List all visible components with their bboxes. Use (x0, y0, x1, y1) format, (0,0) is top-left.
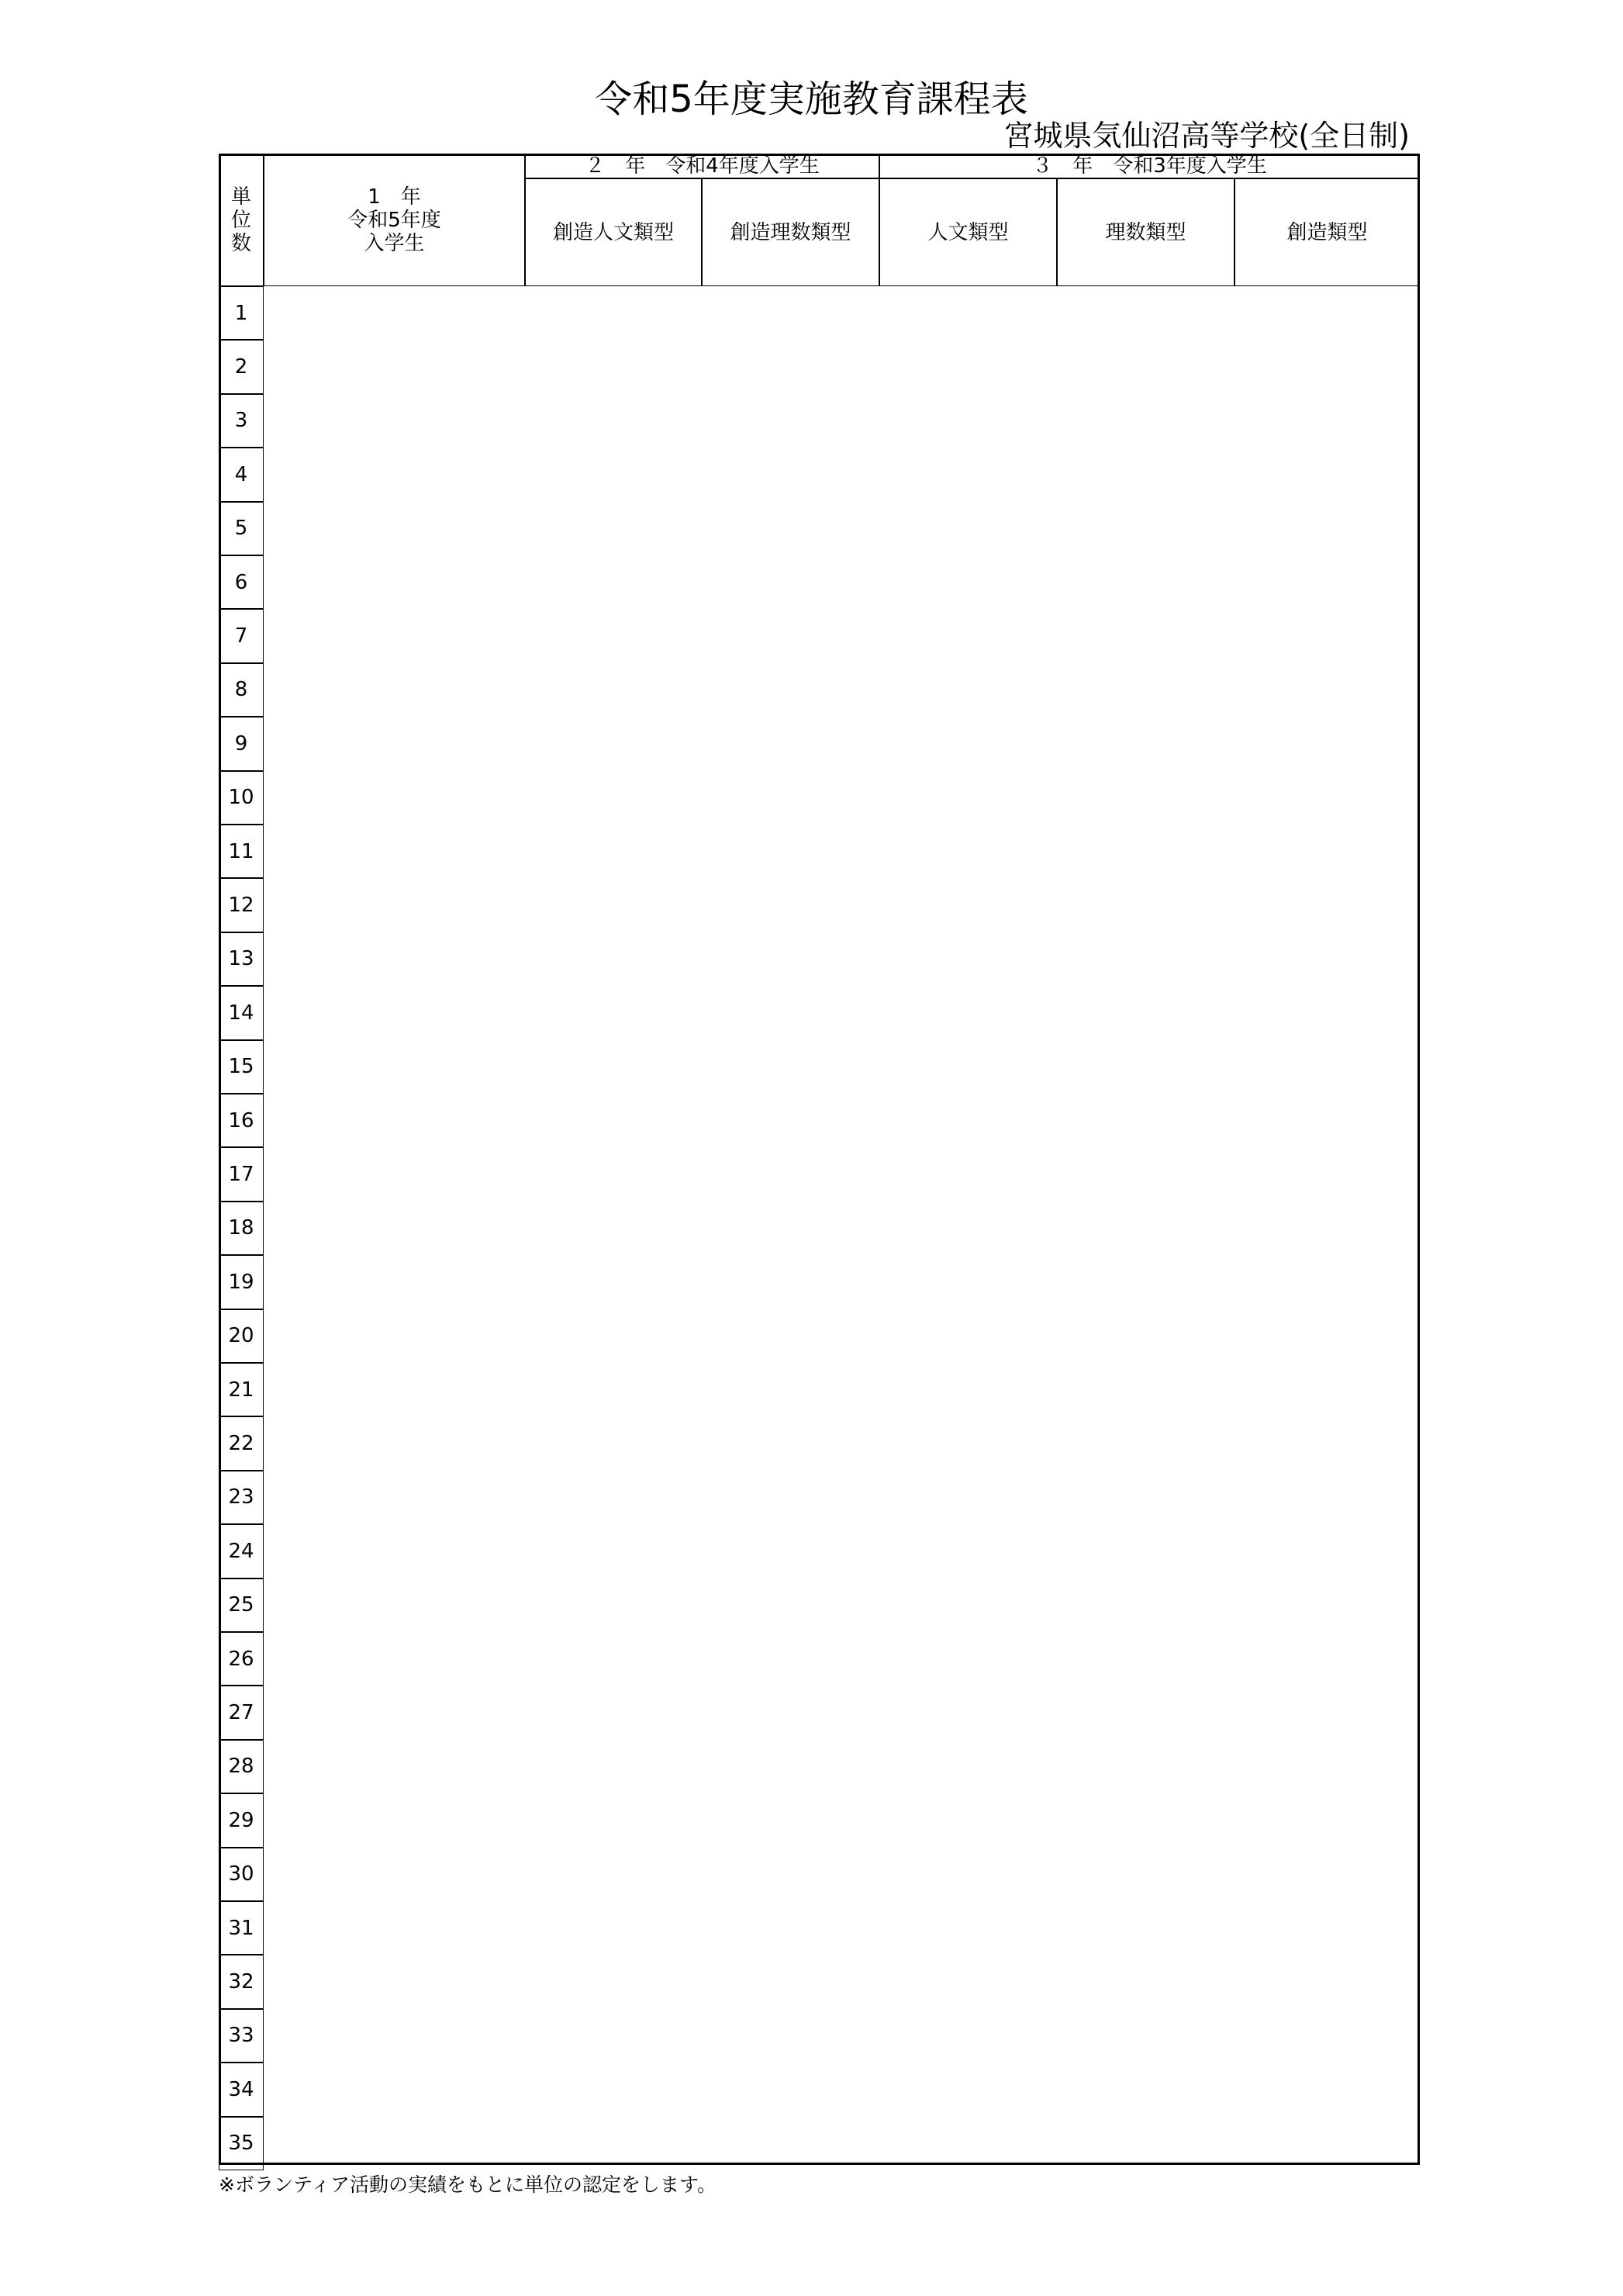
unit-number: 27 (219, 1686, 264, 1739)
unit-number: 23 (219, 1471, 264, 1524)
unit-number: 3 (219, 394, 264, 448)
course-header: 創造類型 (1235, 178, 1420, 286)
unit-number: 20 (219, 1309, 264, 1363)
page-title: 令和5年度実施教育課程表 (595, 78, 1028, 121)
unit-number: 29 (219, 1793, 264, 1847)
unit-number: 6 (219, 555, 264, 609)
unit-number: 12 (219, 878, 264, 932)
unit-header: 単 位 数 (219, 154, 264, 286)
unit-number: 25 (219, 1578, 264, 1632)
course-header: 理数類型 (1057, 178, 1235, 286)
unit-number: 16 (219, 1094, 264, 1147)
unit-number: 17 (219, 1147, 264, 1201)
unit-number: 32 (219, 1955, 264, 2008)
year2-header: ２ 年 令和4年度入学生 (525, 154, 879, 178)
course-header: 創造人文類型 (525, 178, 702, 286)
unit-number: 24 (219, 1524, 264, 1578)
unit-number: 21 (219, 1363, 264, 1416)
unit-number: 28 (219, 1740, 264, 1793)
unit-number: 31 (219, 1901, 264, 1955)
unit-number: 2 (219, 340, 264, 393)
unit-number: 14 (219, 986, 264, 1039)
unit-number: 7 (219, 609, 264, 662)
year1-header: 1 年 令和5年度 入学生 (264, 154, 525, 286)
unit-number: 11 (219, 825, 264, 878)
unit-number: 15 (219, 1040, 264, 1094)
unit-number: 35 (219, 2117, 264, 2170)
unit-number: 26 (219, 1632, 264, 1686)
footnote: ※ボランティア活動の実績をもとに単位の認定をします。 (219, 2173, 717, 2196)
unit-number: 1 (219, 286, 264, 340)
unit-number: 22 (219, 1416, 264, 1470)
school-name: 宮城県気仙沼高等学校(全日制) (1003, 119, 1410, 153)
unit-number: 10 (219, 771, 264, 825)
unit-number: 9 (219, 717, 264, 770)
unit-number: 19 (219, 1255, 264, 1309)
unit-number: 18 (219, 1202, 264, 1255)
course-header: 人文類型 (879, 178, 1057, 286)
unit-number: 34 (219, 2063, 264, 2116)
unit-number: 8 (219, 663, 264, 717)
unit-number: 33 (219, 2009, 264, 2063)
year3-header: ３ 年 令和3年度入学生 (879, 154, 1420, 178)
unit-number: 4 (219, 448, 264, 501)
course-header: 創造理数類型 (702, 178, 879, 286)
unit-number: 5 (219, 502, 264, 555)
unit-number: 30 (219, 1848, 264, 1901)
unit-number: 13 (219, 932, 264, 986)
